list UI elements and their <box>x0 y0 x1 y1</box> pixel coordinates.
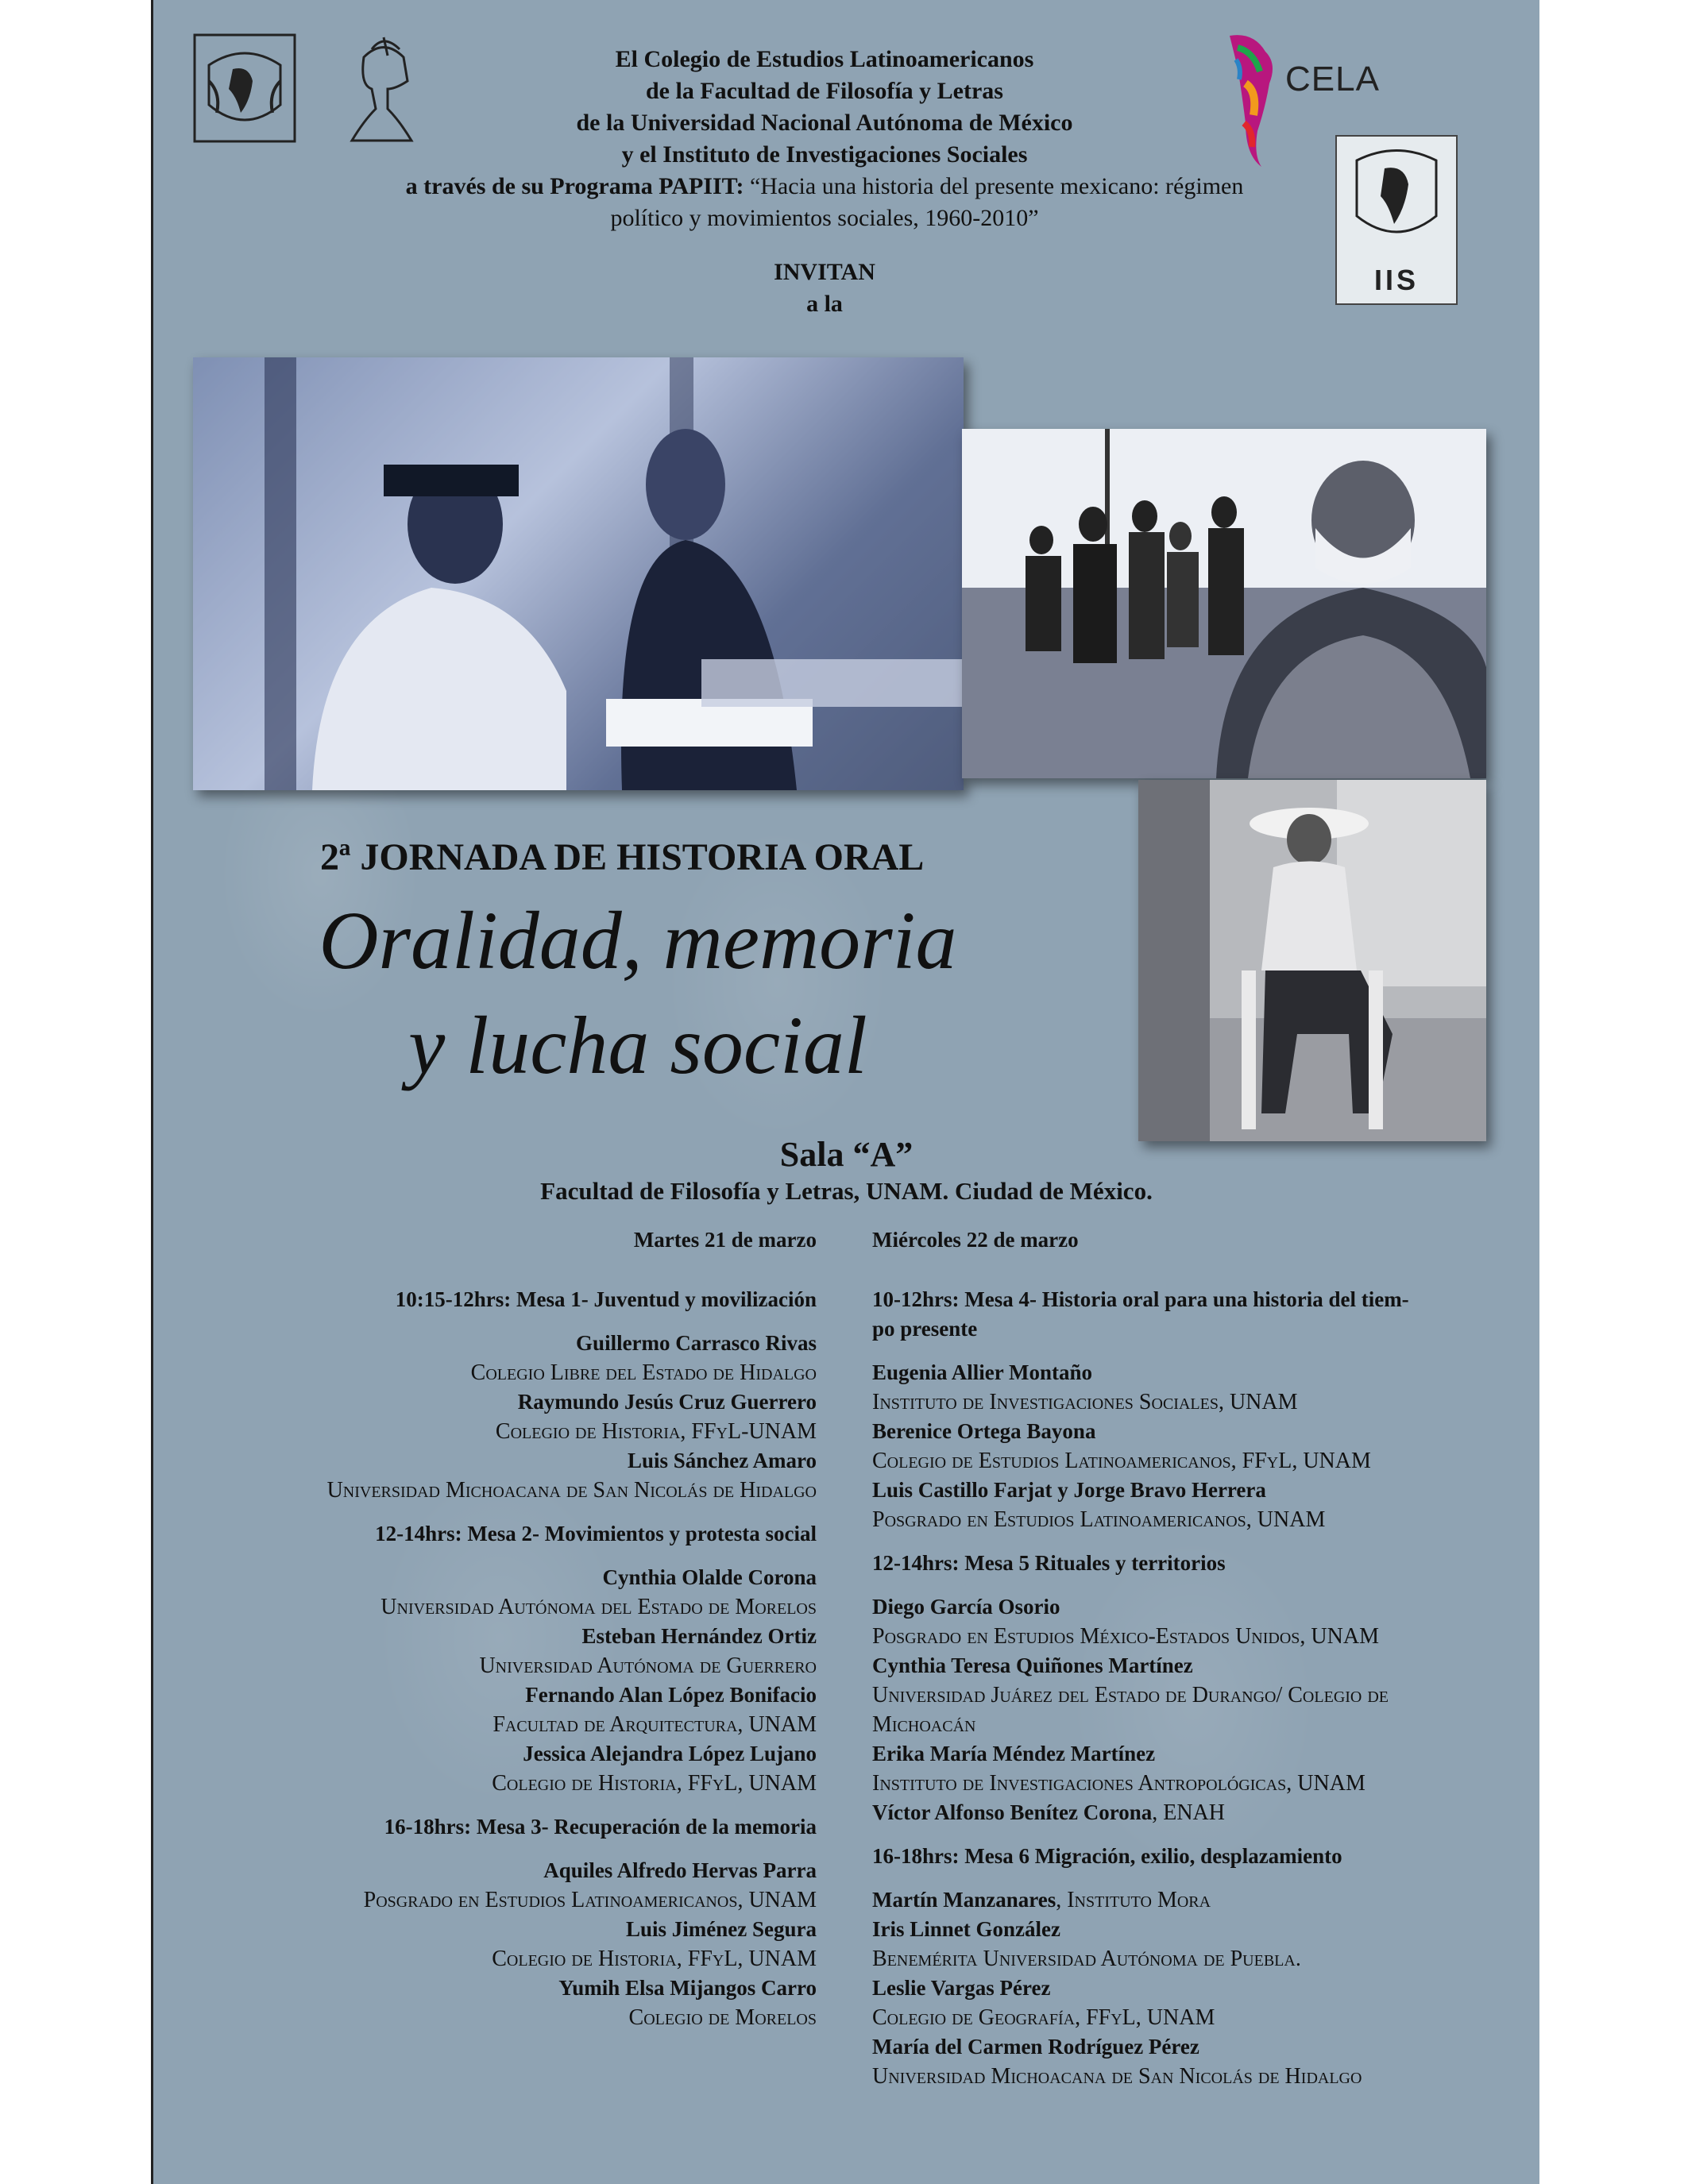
venue-place: Facultad de Filosofía y Letras, UNAM. Ciudad de México. <box>540 1177 1153 1205</box>
header-line-4: y el Instituto de Investigaciones Sociales <box>621 141 1028 168</box>
mesa5-inst-2-cont: Michoacán <box>872 1712 976 1737</box>
day1-schedule <box>169 1225 817 2032</box>
mesa1-inst-1: Colegio Libre del Estado de Hidalgo <box>470 1360 817 1385</box>
mesa6-speaker-1-line <box>872 1885 1524 1915</box>
mesa4-title: 10-12hrs: Mesa 4- Historia oral para una historia del tiem- <box>872 1287 1409 1311</box>
mesa2-inst-2: Universidad Autónoma de Guerrero <box>479 1653 817 1678</box>
mesa5-title: 12-14hrs: Mesa 5 Rituales y territorios <box>872 1551 1226 1575</box>
mesa2-speaker-1: Cynthia Olalde Corona <box>602 1565 817 1589</box>
mesa5-speaker-4-line <box>872 1798 1524 1827</box>
header-block <box>312 44 1337 320</box>
mesa2-speaker-4: Jessica Alejandra López Lujano <box>523 1742 817 1765</box>
mesa5-speaker-4: Víctor Alfonso Benítez Corona <box>872 1800 1153 1824</box>
mesa6-speaker-4: María del Carmen Rodríguez Pérez <box>872 2035 1199 2059</box>
mesa3-speaker-3: Yumih Elsa Mijangos Carro <box>558 1976 817 2000</box>
mesa4-inst-1: Instituto de Investigaciones Sociales, UNAM <box>872 1390 1298 1414</box>
mesa3-inst-1: Posgrado en Estudios Latinoamericanos, UNAM <box>363 1888 817 1912</box>
papiit-label: a través de su Programa PAPIIT: <box>405 173 744 199</box>
mesa6-speaker-2: Iris Linnet González <box>872 1917 1060 1941</box>
mesa1-speaker-3: Luis Sánchez Amaro <box>627 1449 817 1472</box>
day2-schedule <box>872 1225 1524 2091</box>
mesa6-inst-4: Universidad Michoacana de San Nicolás de Hidalgo <box>872 2064 1362 2089</box>
mesa5-speaker-2: Cynthia Teresa Quiñones Martínez <box>872 1653 1193 1677</box>
header-line-6 <box>312 203 1337 234</box>
unam-logo <box>193 33 296 143</box>
venue-sala: Sala “A” <box>779 1135 914 1174</box>
header-line-2: de la Facultad de Filosofía y Letras <box>646 78 1003 104</box>
mesa4-inst-3: Posgrado en Estudios Latinoamericanos, UNAM <box>872 1507 1326 1532</box>
mesa3-inst-2: Colegio de Historia, FFyL, UNAM <box>492 1947 817 1971</box>
photo-old-man <box>1138 780 1486 1141</box>
mesa5-speaker-3: Erika María Méndez Martínez <box>872 1742 1156 1765</box>
mesa4-title-cont: po presente <box>872 1317 978 1341</box>
poster <box>151 0 1539 2184</box>
mesa6-speaker-3: Leslie Vargas Pérez <box>872 1976 1051 2000</box>
mesa2-title: 12-14hrs: Mesa 2- Movimientos y protesta social <box>375 1522 817 1545</box>
iis-text: IIS <box>1373 264 1419 296</box>
cela-text: CELA <box>1285 60 1380 98</box>
day1-date: Martes 21 de marzo <box>633 1228 817 1252</box>
mesa4-speaker-2: Berenice Ortega Bayona <box>872 1419 1096 1443</box>
mesa2-speaker-3: Fernando Alan López Bonifacio <box>525 1683 817 1707</box>
mesa1-speaker-1: Guillermo Carrasco Rivas <box>576 1331 817 1355</box>
mesa3-speaker-1: Aquiles Alfredo Hervas Parra <box>543 1858 817 1882</box>
mesa3-inst-3: Colegio de Morelos <box>628 2005 817 2030</box>
main-title-line-2: y lucha social <box>408 1000 867 1091</box>
mesa1-inst-3: Universidad Michoacana de San Nicolás de Hidalgo <box>326 1478 817 1503</box>
mesa4-speaker-3: Luis Castillo Farjat y Jorge Bravo Herrera <box>872 1478 1266 1502</box>
mesa6-inst-3: Colegio de Geografía, FFyL, UNAM <box>872 2005 1215 2030</box>
mesa6-inst-2: Benemérita Universidad Autónoma de Puebla. <box>872 1947 1301 1971</box>
mesa5-inst-2: Universidad Juárez del Estado de Durango/ Colegio de <box>872 1683 1389 1707</box>
mesa4-inst-2: Colegio de Estudios Latinoamericanos, FFyL, UNAM <box>872 1449 1371 1473</box>
mesa5-inst-1: Posgrado en Estudios México-Estados Unidos, UNAM <box>872 1624 1379 1649</box>
day2-date: Miércoles 22 de marzo <box>872 1228 1079 1252</box>
mesa3-title: 16-18hrs: Mesa 3- Recuperación de la memoria <box>384 1815 817 1839</box>
mesa6-title: 16-18hrs: Mesa 6 Migración, exilio, desplazamiento <box>872 1844 1342 1868</box>
photo-indigenous-woman <box>962 429 1486 778</box>
mesa2-speaker-2: Esteban Hernández Ortiz <box>581 1624 817 1648</box>
main-title-line-1: Oralidad, memoria <box>319 895 957 986</box>
mesa1-title: 10:15-12hrs: Mesa 1- Juventud y movilización <box>395 1287 817 1311</box>
mesa1-inst-2: Colegio de Historia, FFyL-UNAM <box>495 1419 817 1444</box>
mesa2-inst-1: Universidad Autónoma del Estado de Morelos <box>380 1595 817 1619</box>
mesa5-speaker-1: Diego García Osorio <box>872 1595 1060 1619</box>
a-la: a la <box>806 291 843 317</box>
papiit-title: “Hacia una historia del presente mexicano: régimen <box>744 173 1244 199</box>
jornada-title: 2ª JORNADA DE HISTORIA ORAL <box>320 836 925 878</box>
mesa1-speaker-2: Raymundo Jesús Cruz Guerrero <box>517 1390 817 1414</box>
mesa5-inst-4: , ENAH <box>1152 1800 1225 1825</box>
mesa6-speaker-1: Martín Manzanares <box>872 1888 1056 1912</box>
mesa2-inst-3: Facultad de Arquitectura, UNAM <box>492 1712 817 1737</box>
mesa5-inst-3: Instituto de Investigaciones Antropológicas, UNAM <box>872 1771 1365 1796</box>
mesa4-speaker-1: Eugenia Allier Montaño <box>872 1360 1093 1384</box>
photo-interview <box>193 357 964 790</box>
mesa3-speaker-2: Luis Jiménez Segura <box>626 1917 817 1941</box>
iis-logo <box>1335 135 1458 305</box>
papiit-title-cont: político y movimientos sociales, 1960-2010” <box>610 205 1039 231</box>
header-line-1: El Colegio de Estudios Latinoamericanos <box>615 46 1034 72</box>
header-line-5 <box>312 171 1337 203</box>
header-line-3: de la Universidad Nacional Autónoma de México <box>576 110 1073 136</box>
mesa2-inst-4: Colegio de Historia, FFyL, UNAM <box>492 1771 817 1796</box>
mesa6-inst-1: , Instituto Mora <box>1056 1888 1211 1912</box>
invitan: INVITAN <box>774 259 875 285</box>
